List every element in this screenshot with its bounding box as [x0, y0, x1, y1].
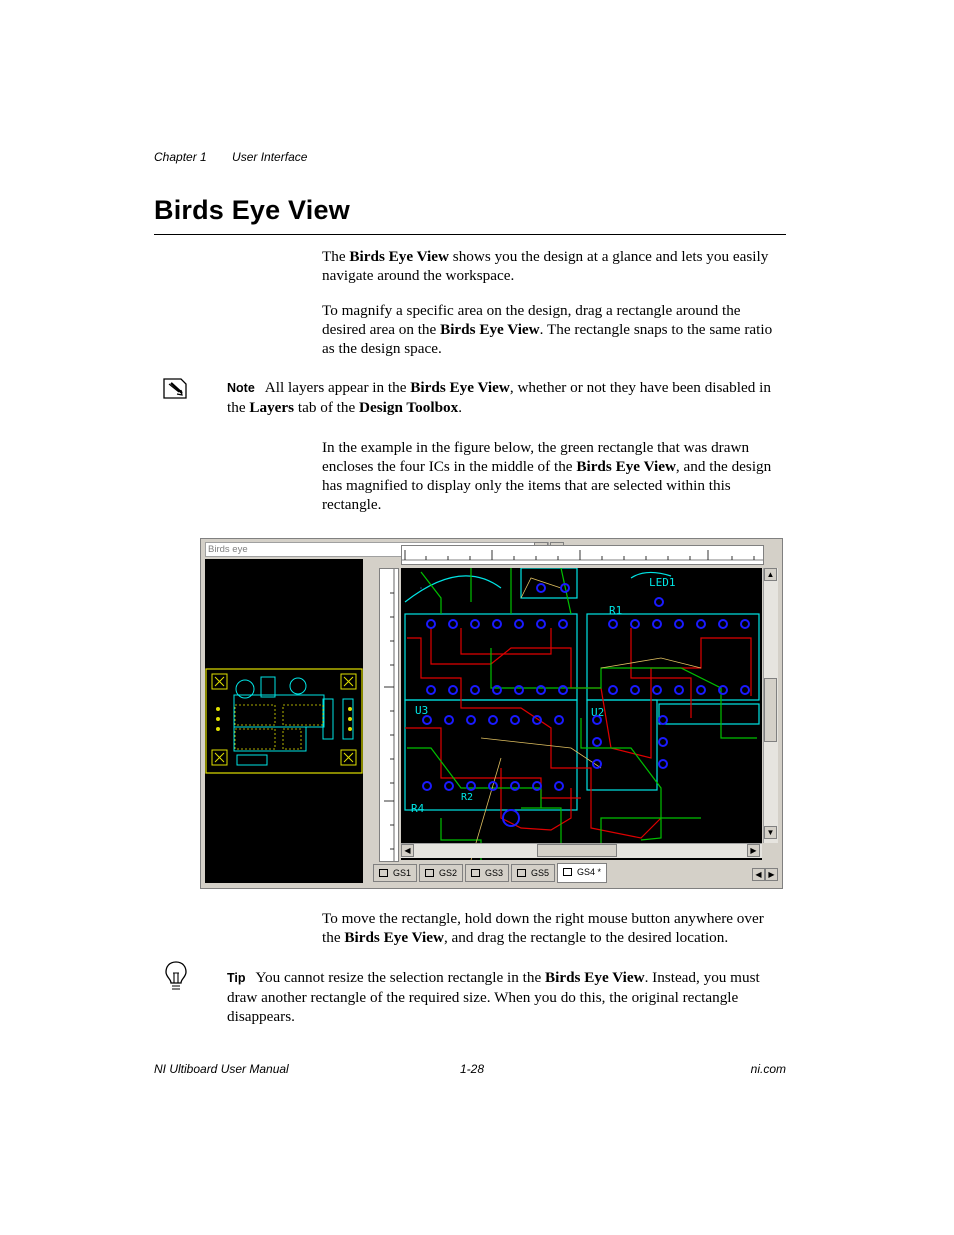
- tab-scroll-left-button[interactable]: ◀: [752, 868, 765, 881]
- tip-block: Tip You cannot resize the selection rectangle in the Birds Eye View. Instead, you must draw another rectangle of the required size. When you do this, the original rectangle disappears.: [227, 969, 760, 1025]
- horizontal-ruler: [401, 545, 764, 565]
- paragraph-intro: The Birds Eye View shows you the design at a glance and lets you easily navigate around the workspace.: [322, 248, 769, 284]
- page-title: Birds Eye View: [154, 195, 350, 225]
- horizontal-scroll-thumb[interactable]: [537, 844, 617, 857]
- title-rule: [154, 234, 786, 235]
- horizontal-scrollbar[interactable]: [401, 843, 762, 858]
- panel-close-button[interactable]: ✕: [550, 542, 564, 556]
- footer-manual-title: NI Ultiboard User Manual: [154, 1062, 289, 1076]
- birds-eye-panel-title: Birds eye: [205, 542, 549, 557]
- scroll-down-button[interactable]: ▼: [764, 826, 777, 839]
- board-icon: [517, 869, 526, 877]
- design-workspace[interactable]: [401, 568, 762, 860]
- label-r1: R1: [609, 604, 623, 617]
- footer-page-number: 1-28: [460, 1062, 485, 1076]
- paragraph-magnify: To magnify a specific area on the design, drag a rectangle around the desired area on the Birds Eye View. The rectangle snaps to the same ratio as the design space.: [322, 302, 773, 357]
- panel-minimize-button[interactable]: ▲: [534, 542, 548, 556]
- tab-scroll-right-button[interactable]: ▶: [765, 868, 778, 881]
- label-r2: R2: [461, 792, 474, 803]
- vertical-ruler: [379, 568, 399, 862]
- scroll-right-button[interactable]: ▶: [747, 844, 760, 857]
- board-icon: [379, 869, 388, 877]
- board-icon: [471, 869, 480, 877]
- label-r4: R4: [411, 802, 425, 815]
- footer-website: ni.com: [750, 1062, 786, 1076]
- board-icon: [425, 869, 434, 877]
- tip-label: Tip: [227, 971, 246, 985]
- birds-eye-screenshot: [200, 538, 783, 889]
- tab-gs2[interactable]: GS2: [419, 864, 463, 882]
- birds-eye-pane[interactable]: [205, 559, 363, 883]
- note-label: Note: [227, 381, 255, 395]
- label-u3: U3: [415, 704, 429, 717]
- tab-gs3[interactable]: GS3: [465, 864, 509, 882]
- tab-gs5[interactable]: GS5: [511, 864, 555, 882]
- header-section: User Interface: [232, 150, 308, 164]
- bold-term: Birds Eye View: [349, 248, 449, 265]
- vertical-scroll-thumb[interactable]: [764, 678, 777, 742]
- tab-gs1[interactable]: GS1: [373, 864, 417, 882]
- note-block: Note All layers appear in the Birds Eye View, whether or not they have been disabled in the Layers tab of the Design Toolbox.: [227, 379, 771, 416]
- bold-term: Birds Eye View: [344, 929, 444, 946]
- board-icon: [563, 868, 572, 876]
- tab-gs4[interactable]: GS4 *: [557, 863, 607, 883]
- label-led: LED1: [649, 576, 676, 589]
- running-header: [154, 150, 307, 164]
- paragraph-example: In the example in the figure below, the green rectangle that was drawn encloses the four ICs in the middle of the Birds Eye View, and the design has magnified to display only the items that are selected within this rectangle.: [322, 439, 772, 513]
- bold-term: Birds Eye View: [576, 458, 676, 475]
- scroll-left-button[interactable]: ◀: [401, 844, 414, 857]
- bold-term: Birds Eye View: [440, 321, 540, 338]
- header-chapter: Chapter 1: [154, 150, 207, 164]
- paragraph-move: To move the rectangle, hold down the right mouse button anywhere over the Birds Eye View, and drag the rectangle to the desired location.: [322, 910, 764, 946]
- label-u2: U2: [591, 706, 605, 719]
- scroll-up-button[interactable]: ▲: [764, 568, 777, 581]
- vertical-scrollbar[interactable]: [763, 568, 778, 843]
- lightbulb-icon: [163, 960, 189, 992]
- note-icon: [161, 374, 189, 402]
